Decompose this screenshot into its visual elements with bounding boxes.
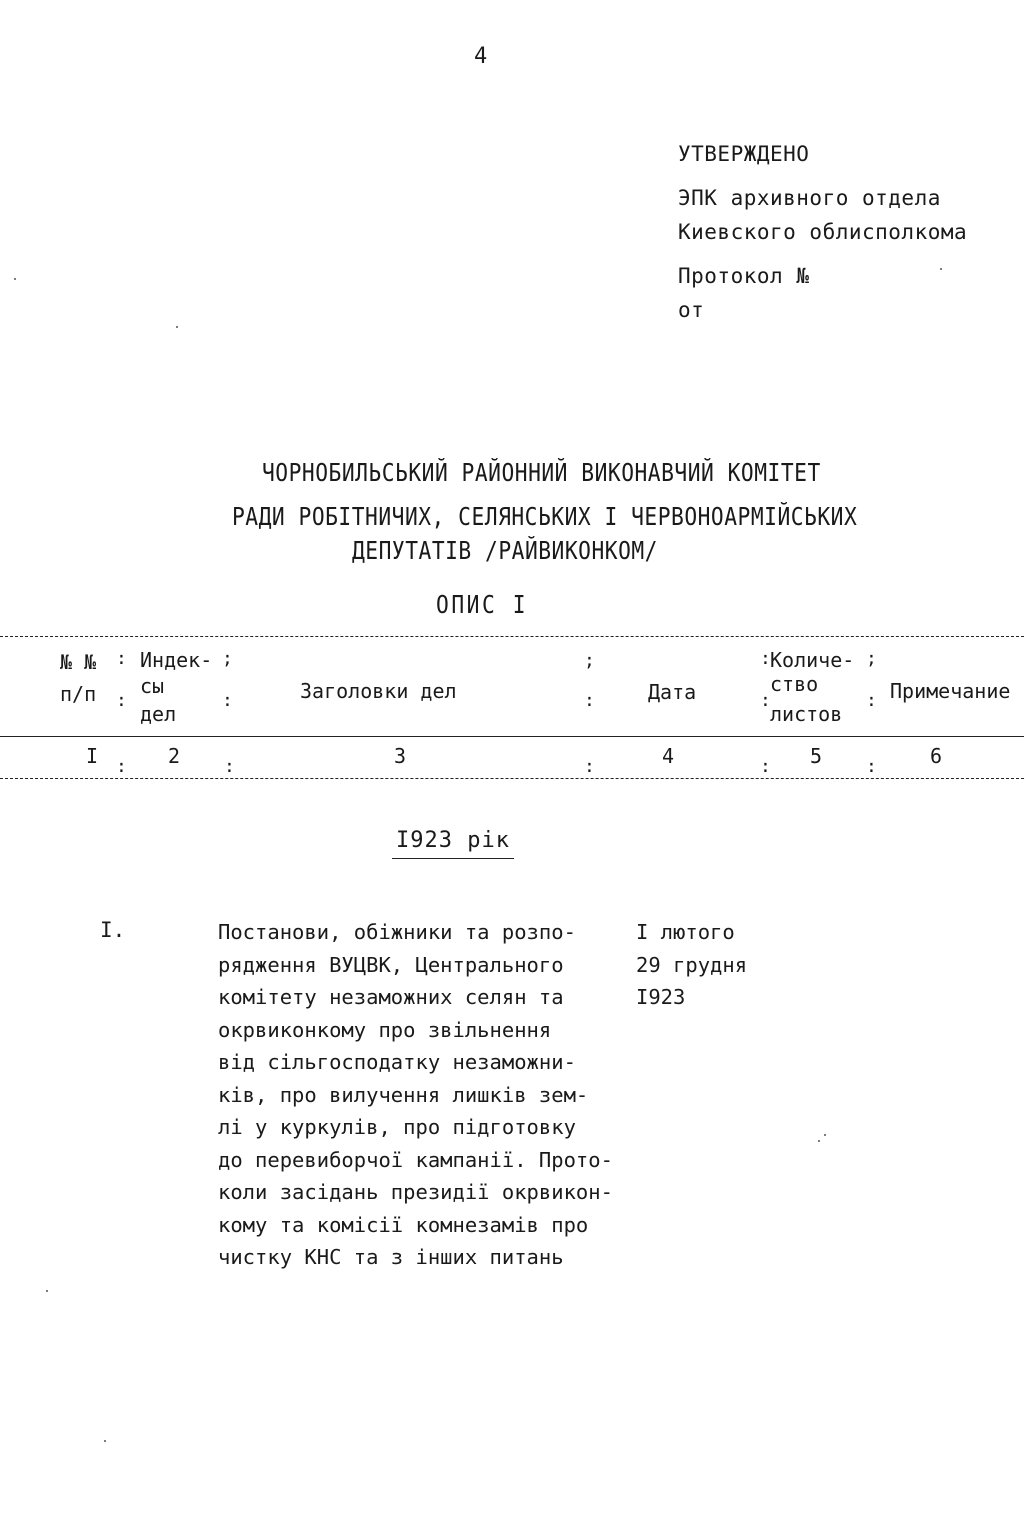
column-separator: : — [760, 756, 771, 777]
entry-title-line: коли засідань президії окрвикон- — [218, 1180, 613, 1204]
header-titles: Заголовки дел — [300, 679, 457, 703]
column-number-4: 4 — [662, 744, 675, 768]
entry-title-line: ків, про вилучення лишків зем- — [218, 1082, 589, 1107]
table-header-rule — [0, 736, 1024, 737]
entry-title-line: чистку КНС та з інших питань — [218, 1245, 564, 1269]
entry-title-line: від сільгосподатку незаможни- — [218, 1050, 576, 1074]
entry-number: I. — [100, 918, 126, 942]
header-index-line-1: Индек- — [140, 648, 213, 672]
entry-title-line: кому та комісії комнезамів про — [218, 1212, 589, 1237]
column-separator: : — [760, 648, 771, 669]
table-bottom-rule — [0, 778, 1024, 779]
approval-date-from: от — [678, 298, 705, 322]
header-sheets-line-3: листов — [770, 702, 843, 726]
page-number: 4 — [474, 44, 488, 69]
header-sheets-line-1: Количе- — [770, 648, 855, 672]
column-separator: : — [760, 690, 771, 711]
entry-title-line: Постанови, обіжники та розпо- — [218, 920, 576, 944]
column-separator: : — [116, 690, 127, 711]
entry-title-line: до перевиборчої кампанії. Прото- — [218, 1147, 613, 1172]
column-separator: : — [866, 690, 877, 711]
header-notes: Примечание — [890, 679, 1011, 703]
column-separator: ; — [584, 650, 595, 671]
scan-speck — [46, 1290, 48, 1292]
column-separator: ; — [222, 648, 233, 669]
header-index-line-3: дел — [140, 702, 177, 726]
approval-line-2: Киевского облисполкома — [678, 220, 968, 244]
column-number-1: I — [86, 744, 99, 768]
entry-date-line: I923 — [636, 985, 686, 1009]
entry-title — [218, 916, 658, 1274]
column-separator: : — [116, 648, 127, 669]
scan-speck — [14, 278, 16, 280]
column-separator: : — [584, 690, 595, 711]
column-separator: : — [224, 756, 235, 777]
header-number-line-1: № № — [60, 650, 97, 674]
column-separator: ; — [866, 648, 877, 669]
header-date: Дата — [648, 680, 697, 704]
table-top-rule — [0, 636, 1024, 637]
year-underline — [392, 858, 514, 859]
column-separator: : — [222, 690, 233, 711]
entry-date-line: І лютого — [636, 920, 735, 944]
heading-line-1: ЧОРНОБИЛЬСЬКИЙ РАЙОННИЙ ВИКОНАВЧИЙ КОМІТЕТ — [262, 458, 821, 487]
entry-date-line: 29 грудня — [636, 952, 748, 977]
approval-line-1: ЭПК архивного отдела — [678, 186, 941, 210]
scan-speck — [940, 268, 942, 270]
column-number-5: 5 — [810, 744, 823, 768]
scan-speck — [824, 1134, 826, 1136]
entry-title-line: окрвиконкому про звільнення — [218, 1017, 552, 1042]
header-sheets-line-2: ство — [770, 672, 819, 696]
header-number-line-2: п/п — [60, 682, 97, 706]
year-heading: I923 рік — [396, 828, 510, 853]
entry-date — [636, 916, 747, 1014]
entry-title-line: рядження ВУЦВК, Центрального — [218, 952, 564, 977]
entry-title-line: комітету незаможних селян та — [218, 985, 564, 1009]
column-separator: : — [866, 756, 877, 777]
approval-protocol: Протокол № — [678, 264, 810, 288]
approval-title: УТВЕРЖДЕНО — [678, 142, 810, 166]
header-index-line-2: сы — [140, 674, 165, 698]
column-number-3: 3 — [394, 744, 407, 768]
scan-speck — [104, 1440, 106, 1442]
entry-title-line: лі у куркулів, про підготовку — [218, 1115, 576, 1139]
column-separator: : — [116, 756, 127, 777]
heading-line-3: ДЕПУТАТІВ /РАЙВИКОНКОМ/ — [352, 536, 658, 565]
inventory-title: ОПИС І — [436, 590, 529, 619]
column-number-6: 6 — [930, 744, 943, 768]
scan-speck — [818, 1140, 820, 1142]
heading-line-2: РАДИ РОБІТНИЧИХ, СЕЛЯНСЬКИХ І ЧЕРВОНОАРМІЙСЬКИХ — [232, 502, 858, 531]
scan-speck — [176, 326, 178, 328]
column-number-2: 2 — [168, 744, 181, 768]
column-separator: : — [584, 756, 595, 777]
